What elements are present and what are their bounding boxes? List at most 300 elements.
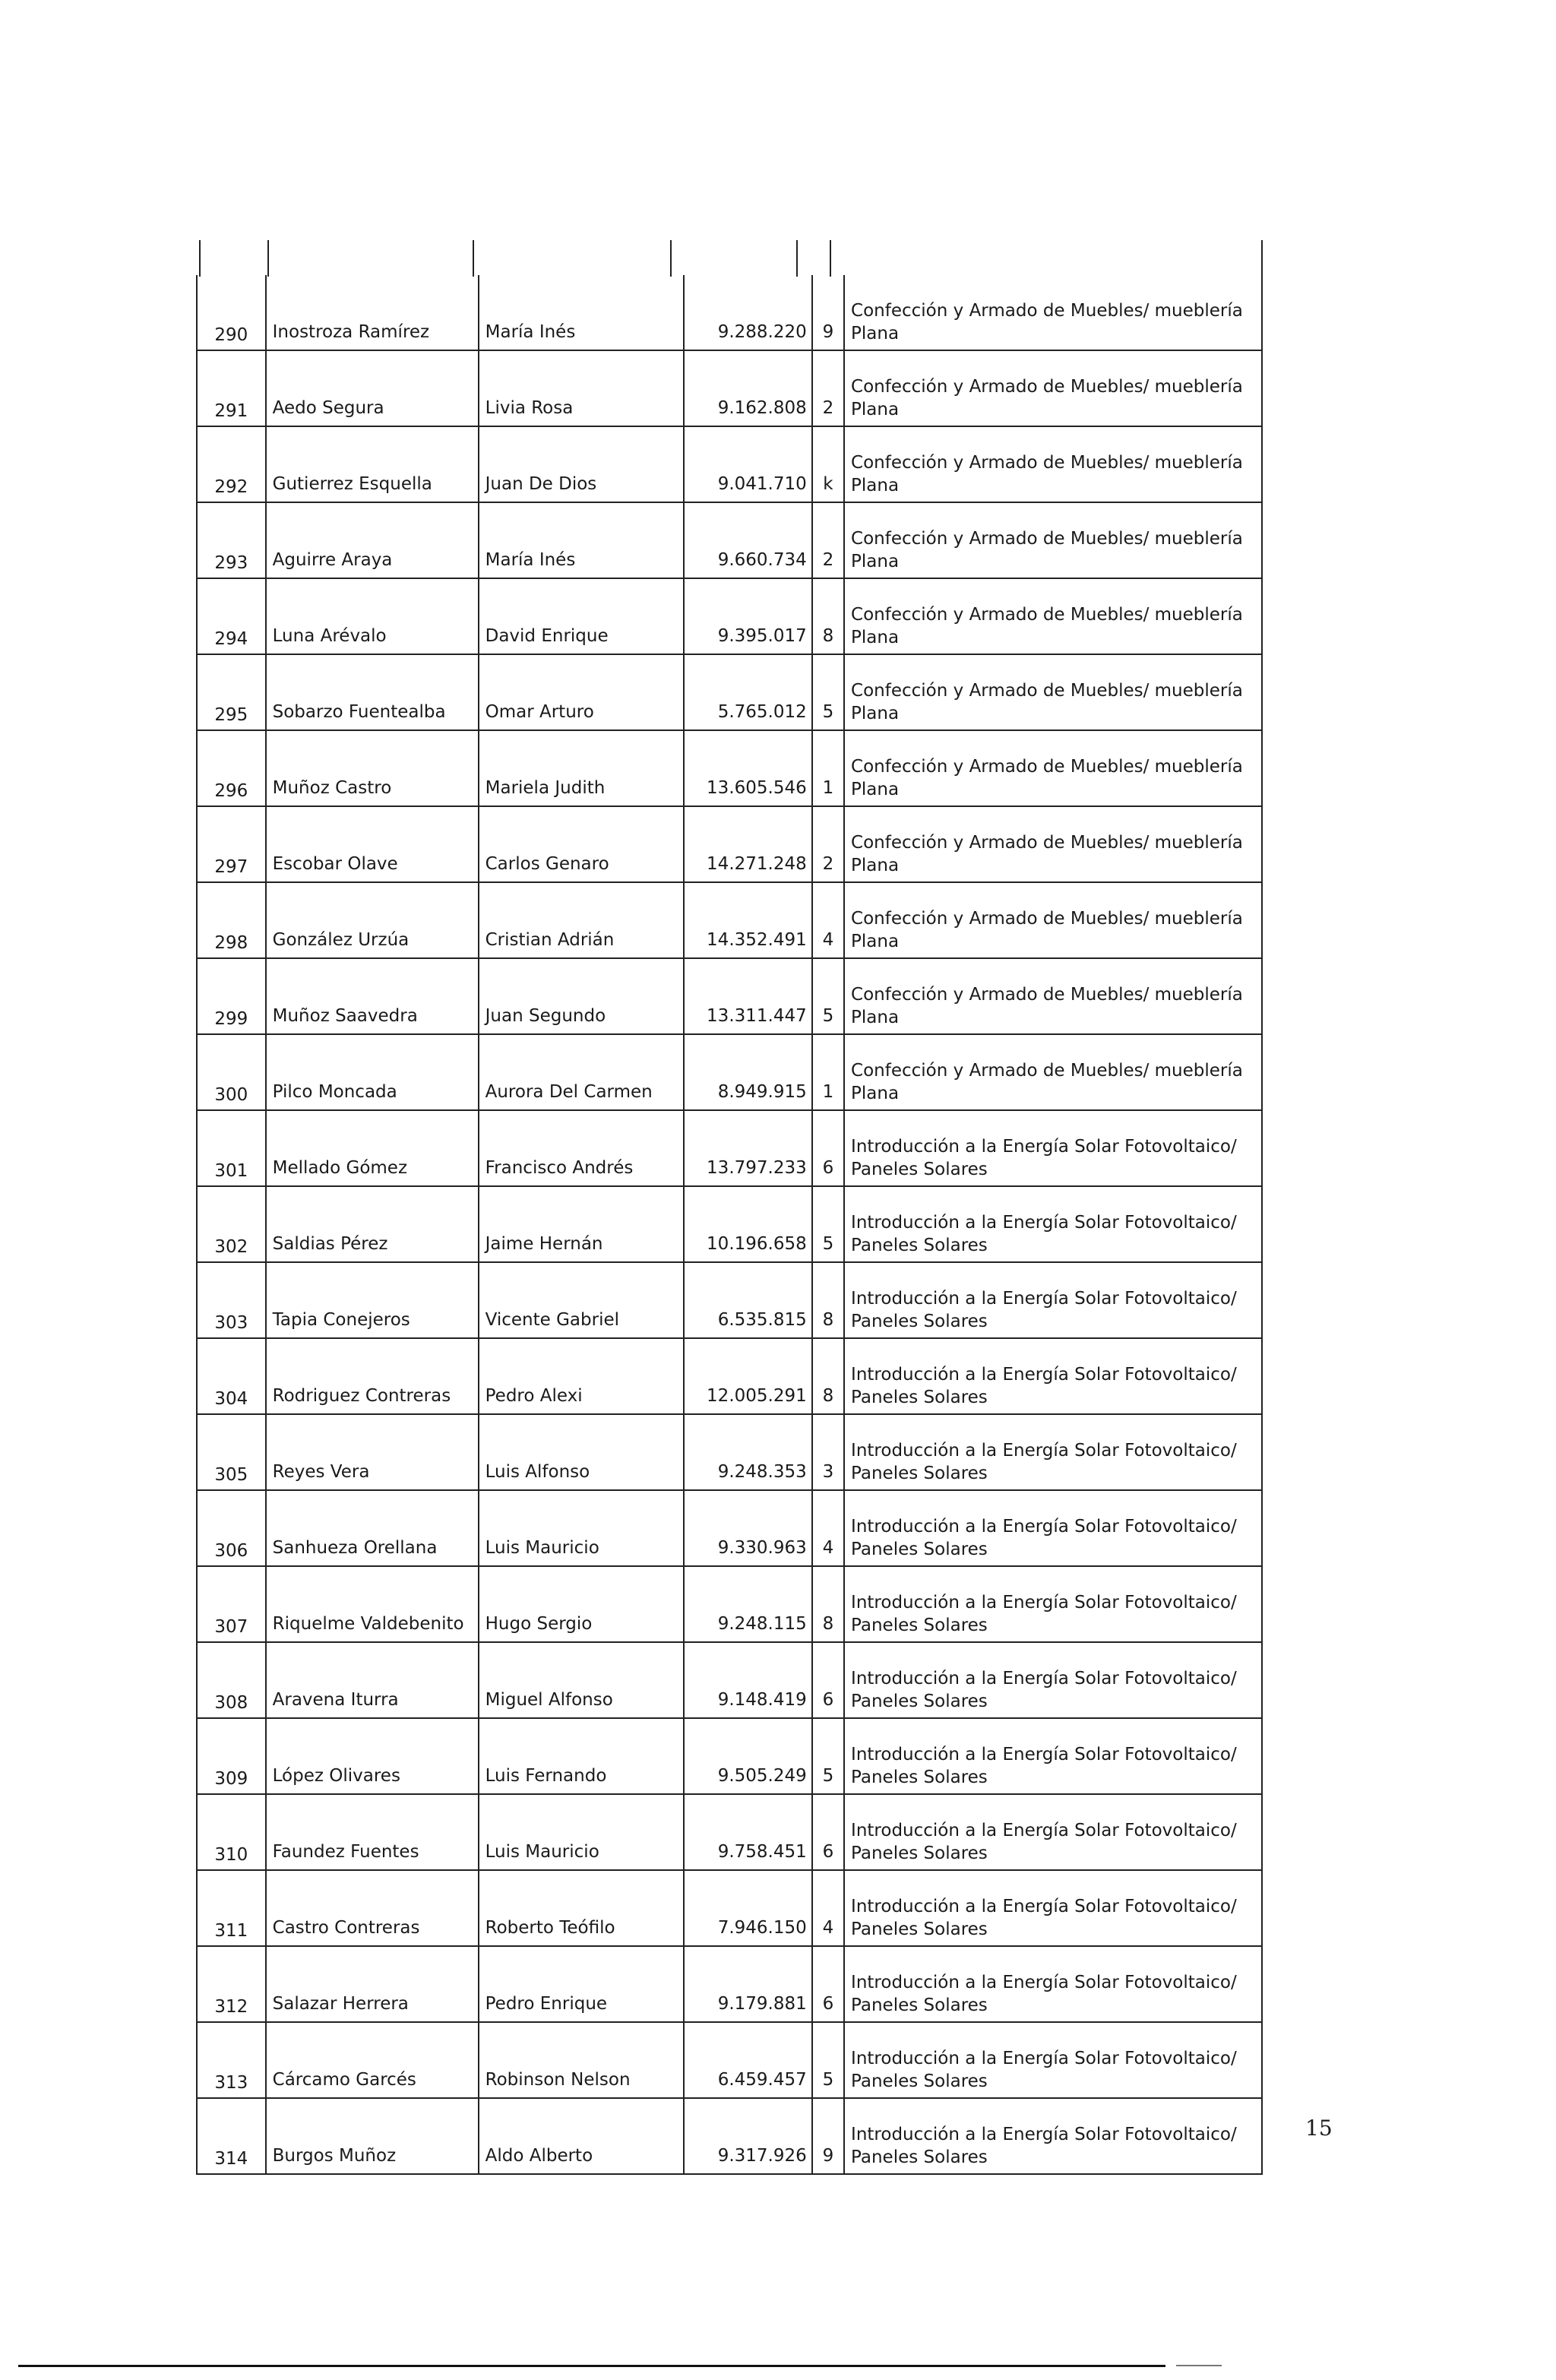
row-number <box>197 1414 266 1490</box>
surnames-cell-text: Gutierrez Esquella <box>272 474 432 494</box>
row-number-text: 295 <box>214 705 248 725</box>
row-number-text: 310 <box>214 1845 248 1865</box>
check-digit-cell-text: 9 <box>822 2146 834 2166</box>
rut-cell <box>684 1718 812 1794</box>
given-names-cell-text: Juan De Dios <box>485 474 597 494</box>
rut-cell-text: 9.248.115 <box>717 1614 807 1634</box>
check-digit-cell-text: 1 <box>822 778 834 798</box>
course-line: Paneles Solares <box>851 1692 988 1711</box>
course-line: Confección y Armado de Muebles/ mueblería <box>851 909 1243 929</box>
course-line: Plana <box>851 476 900 495</box>
course-cell <box>844 2098 1262 2174</box>
course-line: Paneles Solares <box>851 2147 988 2167</box>
check-digit-cell-text: 6 <box>822 1842 834 1862</box>
course-line: Confección y Armado de Muebles/ mueblería <box>851 681 1243 701</box>
check-digit-cell <box>812 275 844 350</box>
given-names-cell-text: Francisco Andrés <box>485 1158 634 1178</box>
course-line: Paneles Solares <box>851 2071 988 2091</box>
check-digit-cell-text: 1 <box>822 1082 834 1102</box>
course-line: Paneles Solares <box>851 1995 988 2015</box>
row-number <box>197 1566 266 1642</box>
rut-cell <box>684 1110 812 1186</box>
surnames-cell <box>266 1186 479 1262</box>
surnames-cell <box>266 958 479 1034</box>
surnames-cell-text: Muñoz Saavedra <box>272 1006 418 1026</box>
surnames-cell-text: Salazar Herrera <box>272 1994 409 2014</box>
row-number-text: 301 <box>214 1161 248 1181</box>
check-digit-cell <box>812 806 844 882</box>
rut-cell-text: 9.179.881 <box>717 1994 807 2014</box>
check-digit-cell-text: 8 <box>822 626 834 646</box>
course-line: Confección y Armado de Muebles/ mueblería <box>851 529 1243 549</box>
surnames-cell <box>266 1642 479 1718</box>
row-number-text: 306 <box>214 1541 248 1561</box>
rut-cell <box>684 1414 812 1490</box>
surnames-cell-text: Riquelme Valdebenito <box>272 1614 464 1634</box>
surnames-cell <box>266 730 479 806</box>
given-names-cell <box>479 1566 684 1642</box>
surnames-cell <box>266 1794 479 1870</box>
check-digit-cell-text: 4 <box>822 1918 834 1938</box>
given-names-cell <box>479 730 684 806</box>
given-names-cell-text: Roberto Teófilo <box>485 1918 615 1938</box>
surnames-cell-text: Faundez Fuentes <box>272 1842 419 1862</box>
surnames-cell-text: Aedo Segura <box>272 398 384 418</box>
course-cell <box>844 1718 1262 1794</box>
course-cell <box>844 1946 1262 2022</box>
given-names-cell <box>479 654 684 730</box>
given-names-cell-text: Pedro Alexi <box>485 1386 583 1406</box>
rut-cell-text: 9.330.963 <box>717 1538 807 1558</box>
check-digit-cell-text: k <box>823 474 833 494</box>
rut-cell <box>684 1034 812 1110</box>
row-number <box>197 1794 266 1870</box>
table-row <box>197 275 1262 350</box>
course-line: Paneles Solares <box>851 1920 988 1939</box>
column-tick <box>1261 240 1263 277</box>
rut-cell-text: 8.949.915 <box>717 1082 807 1102</box>
rut-cell-text: 14.352.491 <box>707 930 807 950</box>
course-line: Plana <box>851 552 900 571</box>
row-number-text: 311 <box>214 1921 248 1941</box>
course-line: Paneles Solares <box>851 1388 988 1407</box>
surnames-cell-text: Cárcamo Garcés <box>272 2070 416 2090</box>
given-names-cell-text: Robinson Nelson <box>485 2070 631 2090</box>
given-names-cell <box>479 2022 684 2098</box>
surnames-cell <box>266 578 479 654</box>
surnames-cell-text: Sanhueza Orellana <box>272 1538 438 1558</box>
course-cell <box>844 275 1262 350</box>
check-digit-cell <box>812 1718 844 1794</box>
check-digit-cell <box>812 1870 844 1946</box>
check-digit-cell <box>812 502 844 578</box>
table-row <box>197 1110 1262 1186</box>
rut-cell-text: 9.162.808 <box>717 398 807 418</box>
course-line: Plana <box>851 628 900 647</box>
course-cell <box>844 1262 1262 1338</box>
rut-cell <box>684 502 812 578</box>
rut-cell-text: 13.797.233 <box>707 1158 807 1178</box>
course-line: Paneles Solares <box>851 1616 988 1635</box>
course-line: Confección y Armado de Muebles/ mueblería <box>851 757 1243 777</box>
row-number-text: 298 <box>214 933 248 953</box>
check-digit-cell-text: 8 <box>822 1614 834 1634</box>
surnames-cell <box>266 350 479 426</box>
given-names-cell <box>479 1034 684 1110</box>
column-tick <box>796 240 798 277</box>
check-digit-cell <box>812 730 844 806</box>
row-number-text: 312 <box>214 1997 248 2017</box>
table-row <box>197 1414 1262 1490</box>
given-names-cell-text: Cristian Adrián <box>485 930 615 950</box>
rut-cell <box>684 1946 812 2022</box>
footer-rule <box>18 2365 1165 2367</box>
given-names-cell <box>479 1946 684 2022</box>
course-line: Plana <box>851 780 900 799</box>
participants-table <box>196 275 1263 2175</box>
table-row <box>197 1034 1262 1110</box>
surnames-cell-text: Reyes Vera <box>272 1462 370 1482</box>
rut-cell <box>684 275 812 350</box>
rut-cell <box>684 2022 812 2098</box>
check-digit-cell-text: 6 <box>822 1158 834 1178</box>
check-digit-cell <box>812 426 844 502</box>
surnames-cell-text: Tapia Conejeros <box>272 1310 410 1330</box>
course-cell <box>844 1490 1262 1566</box>
given-names-cell <box>479 958 684 1034</box>
row-number <box>197 806 266 882</box>
surnames-cell-text: Saldias Pérez <box>272 1234 388 1254</box>
table-row <box>197 1490 1262 1566</box>
surnames-cell-text: Escobar Olave <box>272 854 398 874</box>
course-line: Plana <box>851 324 900 343</box>
given-names-cell <box>479 1642 684 1718</box>
course-line: Introducción a la Energía Solar Fotovoltaico/ <box>851 1441 1237 1461</box>
column-tick <box>267 240 269 277</box>
surnames-cell-text: Castro Contreras <box>272 1918 420 1938</box>
rut-cell <box>684 1794 812 1870</box>
given-names-cell-text: Hugo Sergio <box>485 1614 593 1634</box>
given-names-cell <box>479 502 684 578</box>
given-names-cell-text: Livia Rosa <box>485 398 574 418</box>
surnames-cell <box>266 275 479 350</box>
surnames-cell-text: Rodriguez Contreras <box>272 1386 451 1406</box>
table-row <box>197 882 1262 958</box>
table-row <box>197 1718 1262 1794</box>
surnames-cell <box>266 1262 479 1338</box>
row-number <box>197 1870 266 1946</box>
course-line: Plana <box>851 400 900 419</box>
rut-cell <box>684 1490 812 1566</box>
course-cell <box>844 1794 1262 1870</box>
rut-cell-text: 12.005.291 <box>707 1386 807 1406</box>
check-digit-cell-text: 2 <box>822 398 834 418</box>
course-line: Introducción a la Energía Solar Fotovoltaico/ <box>851 1897 1237 1916</box>
check-digit-cell-text: 8 <box>822 1310 834 1330</box>
row-number-text: 290 <box>214 325 248 345</box>
surnames-cell <box>266 2098 479 2174</box>
given-names-cell-text: Aurora Del Carmen <box>485 1082 653 1102</box>
course-cell <box>844 502 1262 578</box>
check-digit-cell <box>812 578 844 654</box>
given-names-cell-text: Juan Segundo <box>485 1006 606 1026</box>
surnames-cell <box>266 654 479 730</box>
check-digit-cell <box>812 654 844 730</box>
course-line: Confección y Armado de Muebles/ mueblería <box>851 605 1243 625</box>
rut-cell-text: 5.765.012 <box>717 702 807 722</box>
row-number <box>197 1034 266 1110</box>
surnames-cell-text: Burgos Muñoz <box>272 2146 397 2166</box>
course-line: Confección y Armado de Muebles/ mueblería <box>851 377 1243 397</box>
check-digit-cell <box>812 1186 844 1262</box>
course-cell <box>844 1034 1262 1110</box>
row-number <box>197 958 266 1034</box>
rut-cell <box>684 1642 812 1718</box>
participants-table-body <box>197 275 1262 2174</box>
footer-rule-fragment <box>1176 2365 1222 2366</box>
row-number <box>197 654 266 730</box>
given-names-cell <box>479 1870 684 1946</box>
rut-cell-text: 9.148.419 <box>717 1690 807 1710</box>
row-number <box>197 1642 266 1718</box>
given-names-cell-text: Jaime Hernán <box>485 1234 603 1254</box>
table-row <box>197 426 1262 502</box>
course-line: Introducción a la Energía Solar Fotovoltaico/ <box>851 1289 1237 1309</box>
rut-cell <box>684 806 812 882</box>
check-digit-cell <box>812 958 844 1034</box>
course-line: Introducción a la Energía Solar Fotovoltaico/ <box>851 2125 1237 2144</box>
surnames-cell-text: Luna Arévalo <box>272 626 387 646</box>
course-line: Paneles Solares <box>851 1312 988 1331</box>
rut-cell-text: 9.317.926 <box>717 2146 807 2166</box>
course-line: Confección y Armado de Muebles/ mueblería <box>851 985 1243 1005</box>
given-names-cell <box>479 1186 684 1262</box>
check-digit-cell <box>812 1110 844 1186</box>
surnames-cell-text: Sobarzo Fuentealba <box>272 702 446 722</box>
given-names-cell <box>479 1262 684 1338</box>
given-names-cell <box>479 426 684 502</box>
table-row <box>197 350 1262 426</box>
course-cell <box>844 1110 1262 1186</box>
check-digit-cell <box>812 1034 844 1110</box>
row-number-text: 294 <box>214 629 248 649</box>
check-digit-cell <box>812 1262 844 1338</box>
course-cell <box>844 882 1262 958</box>
row-number-text: 307 <box>214 1617 248 1637</box>
course-cell <box>844 1338 1262 1414</box>
row-number-text: 293 <box>214 553 248 573</box>
given-names-cell <box>479 1794 684 1870</box>
rut-cell-text: 9.248.353 <box>717 1462 807 1482</box>
surnames-cell-text: Aguirre Araya <box>272 550 393 570</box>
surnames-cell <box>266 502 479 578</box>
rut-cell <box>684 654 812 730</box>
surnames-cell-text: López Olivares <box>272 1766 400 1786</box>
surnames-cell <box>266 1718 479 1794</box>
course-line: Introducción a la Energía Solar Fotovoltaico/ <box>851 1745 1237 1764</box>
rut-cell-text: 9.660.734 <box>717 550 807 570</box>
column-tick <box>670 240 672 277</box>
row-number-text: 299 <box>214 1009 248 1029</box>
given-names-cell <box>479 578 684 654</box>
given-names-cell-text: María Inés <box>485 550 576 570</box>
table-row <box>197 1642 1262 1718</box>
course-line: Paneles Solares <box>851 1464 988 1483</box>
check-digit-cell-text: 6 <box>822 1994 834 2014</box>
row-number <box>197 1110 266 1186</box>
row-number <box>197 2022 266 2098</box>
row-number <box>197 882 266 958</box>
course-line: Confección y Armado de Muebles/ mueblería <box>851 453 1243 473</box>
course-line: Introducción a la Energía Solar Fotovoltaico/ <box>851 1821 1237 1840</box>
course-line: Introducción a la Energía Solar Fotovoltaico/ <box>851 1365 1237 1385</box>
course-line: Paneles Solares <box>851 1540 988 1559</box>
rut-cell-text: 7.946.150 <box>717 1918 807 1938</box>
row-number <box>197 1338 266 1414</box>
table-row <box>197 1870 1262 1946</box>
given-names-cell <box>479 882 684 958</box>
surnames-cell <box>266 1414 479 1490</box>
table-row <box>197 1262 1262 1338</box>
course-cell <box>844 1870 1262 1946</box>
rut-cell <box>684 1186 812 1262</box>
row-number <box>197 502 266 578</box>
given-names-cell-text: Mariela Judith <box>485 778 606 798</box>
row-number <box>197 350 266 426</box>
check-digit-cell-text: 4 <box>822 1538 834 1558</box>
row-number-text: 305 <box>214 1465 248 1485</box>
course-line: Plana <box>851 932 900 951</box>
check-digit-cell-text: 2 <box>822 550 834 570</box>
given-names-cell-text: Pedro Enrique <box>485 1994 608 2014</box>
course-cell <box>844 426 1262 502</box>
course-line: Introducción a la Energía Solar Fotovoltaico/ <box>851 1973 1237 1992</box>
check-digit-cell <box>812 1566 844 1642</box>
check-digit-cell-text: 5 <box>822 702 834 722</box>
check-digit-cell <box>812 2022 844 2098</box>
course-line: Plana <box>851 704 900 723</box>
table-row <box>197 1566 1262 1642</box>
table-row <box>197 958 1262 1034</box>
given-names-cell-text: Luis Mauricio <box>485 1842 599 1862</box>
rut-cell <box>684 1566 812 1642</box>
check-digit-cell <box>812 350 844 426</box>
table-row <box>197 2098 1262 2174</box>
rut-cell-text: 9.758.451 <box>717 1842 807 1862</box>
course-cell <box>844 730 1262 806</box>
row-number-text: 291 <box>214 401 248 421</box>
row-number <box>197 1946 266 2022</box>
row-number <box>197 1490 266 1566</box>
table-row <box>197 502 1262 578</box>
course-cell <box>844 654 1262 730</box>
surnames-cell <box>266 1338 479 1414</box>
table-row <box>197 2022 1262 2098</box>
rut-cell <box>684 578 812 654</box>
check-digit-cell-text: 5 <box>822 1766 834 1786</box>
table-row <box>197 1946 1262 2022</box>
given-names-cell <box>479 1414 684 1490</box>
surnames-cell-text: González Urzúa <box>272 930 410 950</box>
rut-cell <box>684 426 812 502</box>
row-number <box>197 426 266 502</box>
course-line: Plana <box>851 1084 900 1103</box>
check-digit-cell-text: 5 <box>822 1006 834 1026</box>
given-names-cell <box>479 1338 684 1414</box>
given-names-cell <box>479 1718 684 1794</box>
column-tick <box>199 240 201 277</box>
surnames-cell <box>266 1566 479 1642</box>
row-number-text: 313 <box>214 2073 248 2093</box>
given-names-cell-text: Carlos Genaro <box>485 854 609 874</box>
check-digit-cell <box>812 1414 844 1490</box>
check-digit-cell-text: 5 <box>822 1234 834 1254</box>
course-line: Plana <box>851 1008 900 1027</box>
surnames-cell <box>266 1870 479 1946</box>
surnames-cell <box>266 1110 479 1186</box>
given-names-cell <box>479 1490 684 1566</box>
row-number <box>197 1262 266 1338</box>
given-names-cell-text: David Enrique <box>485 626 609 646</box>
check-digit-cell-text: 8 <box>822 1386 834 1406</box>
rut-cell-text: 13.605.546 <box>707 778 807 798</box>
course-cell <box>844 1414 1262 1490</box>
rut-cell <box>684 1262 812 1338</box>
course-line: Introducción a la Energía Solar Fotovoltaico/ <box>851 1593 1237 1613</box>
surnames-cell <box>266 1490 479 1566</box>
course-line: Confección y Armado de Muebles/ mueblería <box>851 1061 1243 1081</box>
rut-cell <box>684 958 812 1034</box>
table-row <box>197 654 1262 730</box>
given-names-cell-text: Luis Alfonso <box>485 1462 590 1482</box>
rut-cell-text: 13.311.447 <box>707 1006 807 1026</box>
rut-cell-text: 10.196.658 <box>707 1234 807 1254</box>
page-number: 15 <box>1305 2116 1333 2141</box>
surnames-cell-text: Aravena Iturra <box>272 1690 399 1710</box>
course-line: Paneles Solares <box>851 1160 988 1179</box>
course-cell <box>844 806 1262 882</box>
course-line: Introducción a la Energía Solar Fotovoltaico/ <box>851 2049 1237 2068</box>
surnames-cell <box>266 1946 479 2022</box>
given-names-cell-text: Luis Mauricio <box>485 1538 599 1558</box>
rut-cell <box>684 730 812 806</box>
course-line: Paneles Solares <box>851 1844 988 1863</box>
check-digit-cell <box>812 1338 844 1414</box>
course-cell <box>844 1566 1262 1642</box>
course-line: Paneles Solares <box>851 1768 988 1787</box>
course-cell <box>844 350 1262 426</box>
course-line: Introducción a la Energía Solar Fotovoltaico/ <box>851 1213 1237 1233</box>
course-line: Confección y Armado de Muebles/ mueblería <box>851 301 1243 321</box>
course-cell <box>844 1186 1262 1262</box>
row-number-text: 303 <box>214 1313 248 1333</box>
given-names-cell-text: Aldo Alberto <box>485 2146 593 2166</box>
given-names-cell <box>479 275 684 350</box>
check-digit-cell <box>812 2098 844 2174</box>
course-cell <box>844 578 1262 654</box>
course-line: Introducción a la Energía Solar Fotovoltaico/ <box>851 1669 1237 1688</box>
check-digit-cell <box>812 1794 844 1870</box>
column-tick <box>473 240 474 277</box>
course-line: Introducción a la Energía Solar Fotovoltaico/ <box>851 1517 1237 1537</box>
surnames-cell <box>266 1034 479 1110</box>
surnames-cell-text: Pilco Moncada <box>272 1082 397 1102</box>
course-line: Plana <box>851 856 900 875</box>
rut-cell-text: 14.271.248 <box>707 854 807 874</box>
table-row <box>197 730 1262 806</box>
check-digit-cell-text: 5 <box>822 2070 834 2090</box>
check-digit-cell-text: 9 <box>822 322 834 342</box>
